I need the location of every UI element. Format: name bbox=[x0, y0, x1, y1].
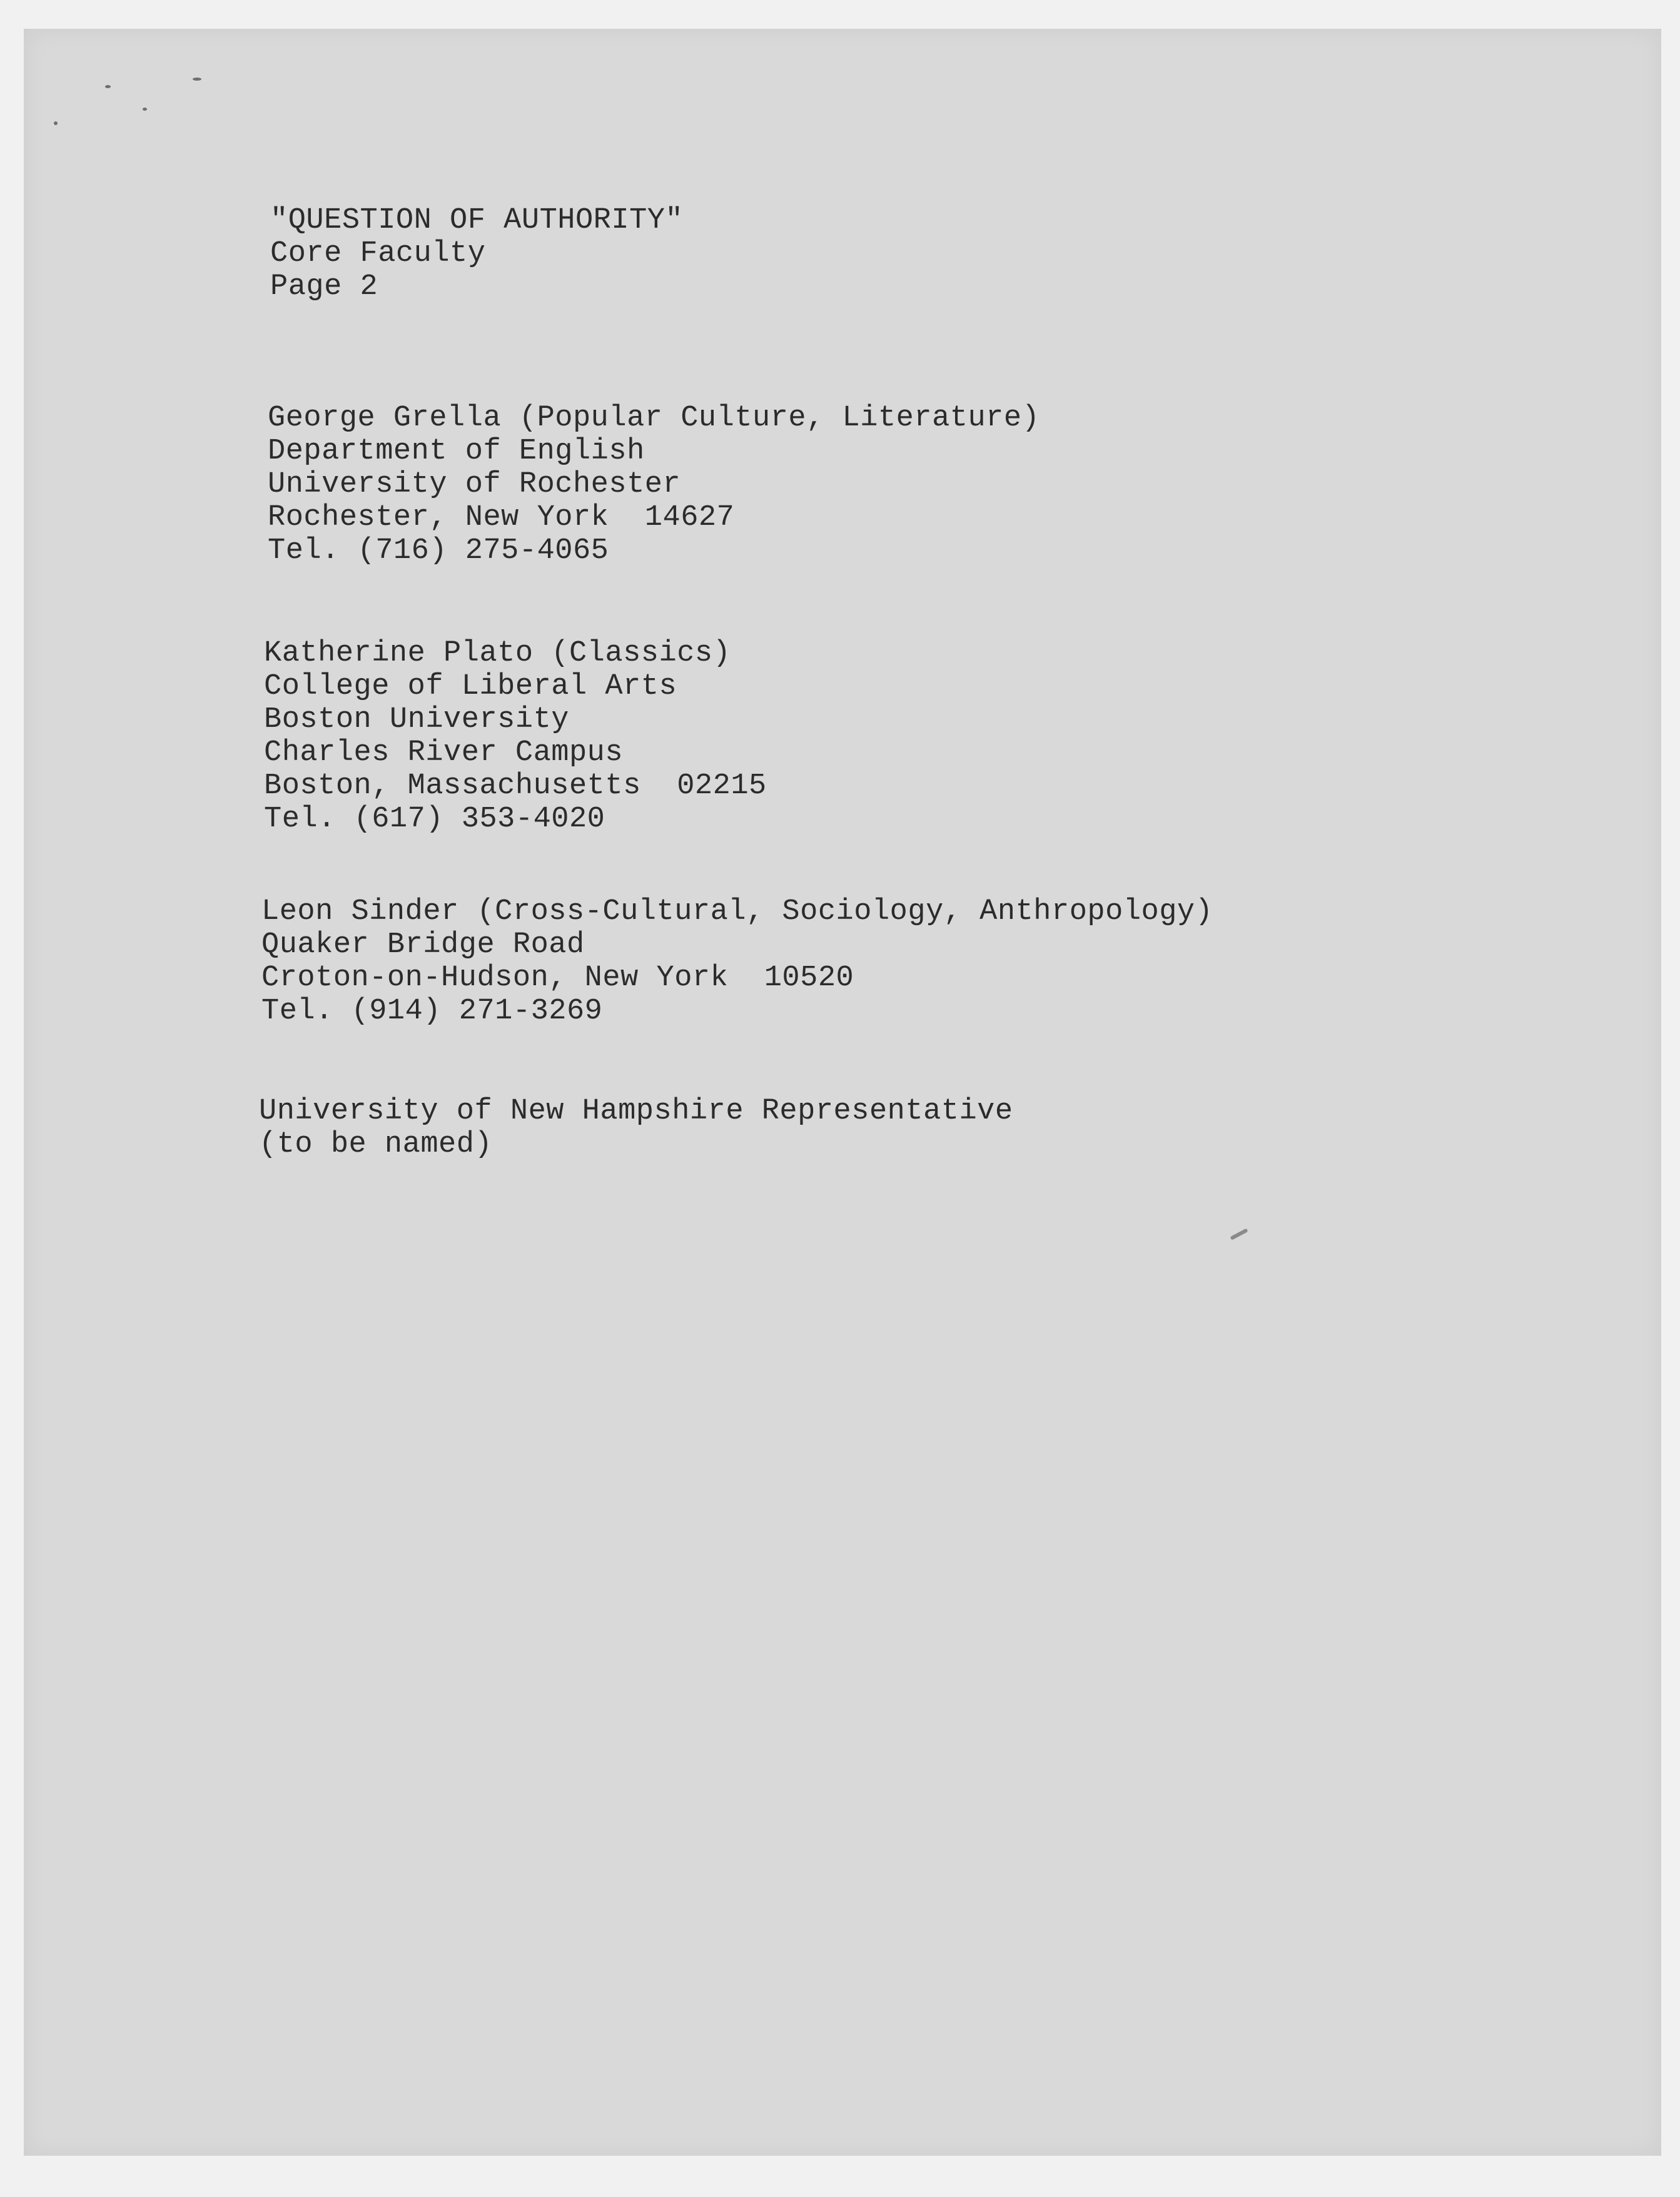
address-line: Boston, Massachusetts 02215 bbox=[264, 769, 767, 803]
telephone: Tel. (716) 275-4065 bbox=[268, 534, 609, 567]
faculty-name: Katherine Plato (Classics) bbox=[264, 637, 731, 670]
document-header bbox=[270, 204, 683, 303]
page-number: Page 2 bbox=[270, 270, 378, 303]
address-line: Department of English bbox=[268, 435, 645, 468]
faculty-entry-grella bbox=[268, 402, 1040, 567]
address-line: College of Liberal Arts bbox=[264, 670, 677, 703]
faculty-name: Leon Sinder (Cross-Cultural, Sociology, Anthropology) bbox=[261, 895, 1213, 928]
faculty-entry-plato bbox=[264, 637, 767, 836]
telephone: Tel. (914) 271-3269 bbox=[261, 995, 603, 1028]
document-subtitle: Core Faculty bbox=[270, 237, 486, 270]
address-line: University of Rochester bbox=[268, 468, 681, 501]
faculty-name: University of New Hampshire Representative bbox=[259, 1095, 1013, 1128]
address-line: Quaker Bridge Road bbox=[261, 928, 585, 962]
faculty-entry-unh-representative bbox=[259, 1095, 1013, 1161]
address-line: Rochester, New York 14627 bbox=[268, 501, 735, 534]
faculty-note: (to be named) bbox=[259, 1128, 493, 1161]
document-title: "QUESTION OF AUTHORITY" bbox=[270, 204, 684, 237]
telephone: Tel. (617) 353-4020 bbox=[264, 803, 605, 836]
address-line: Charles River Campus bbox=[264, 736, 624, 769]
faculty-name: George Grella (Popular Culture, Literature) bbox=[268, 402, 1040, 435]
faculty-entry-sinder bbox=[261, 895, 1213, 1028]
address-line: Boston University bbox=[264, 703, 569, 736]
address-line: Croton-on-Hudson, New York 10520 bbox=[261, 962, 854, 995]
